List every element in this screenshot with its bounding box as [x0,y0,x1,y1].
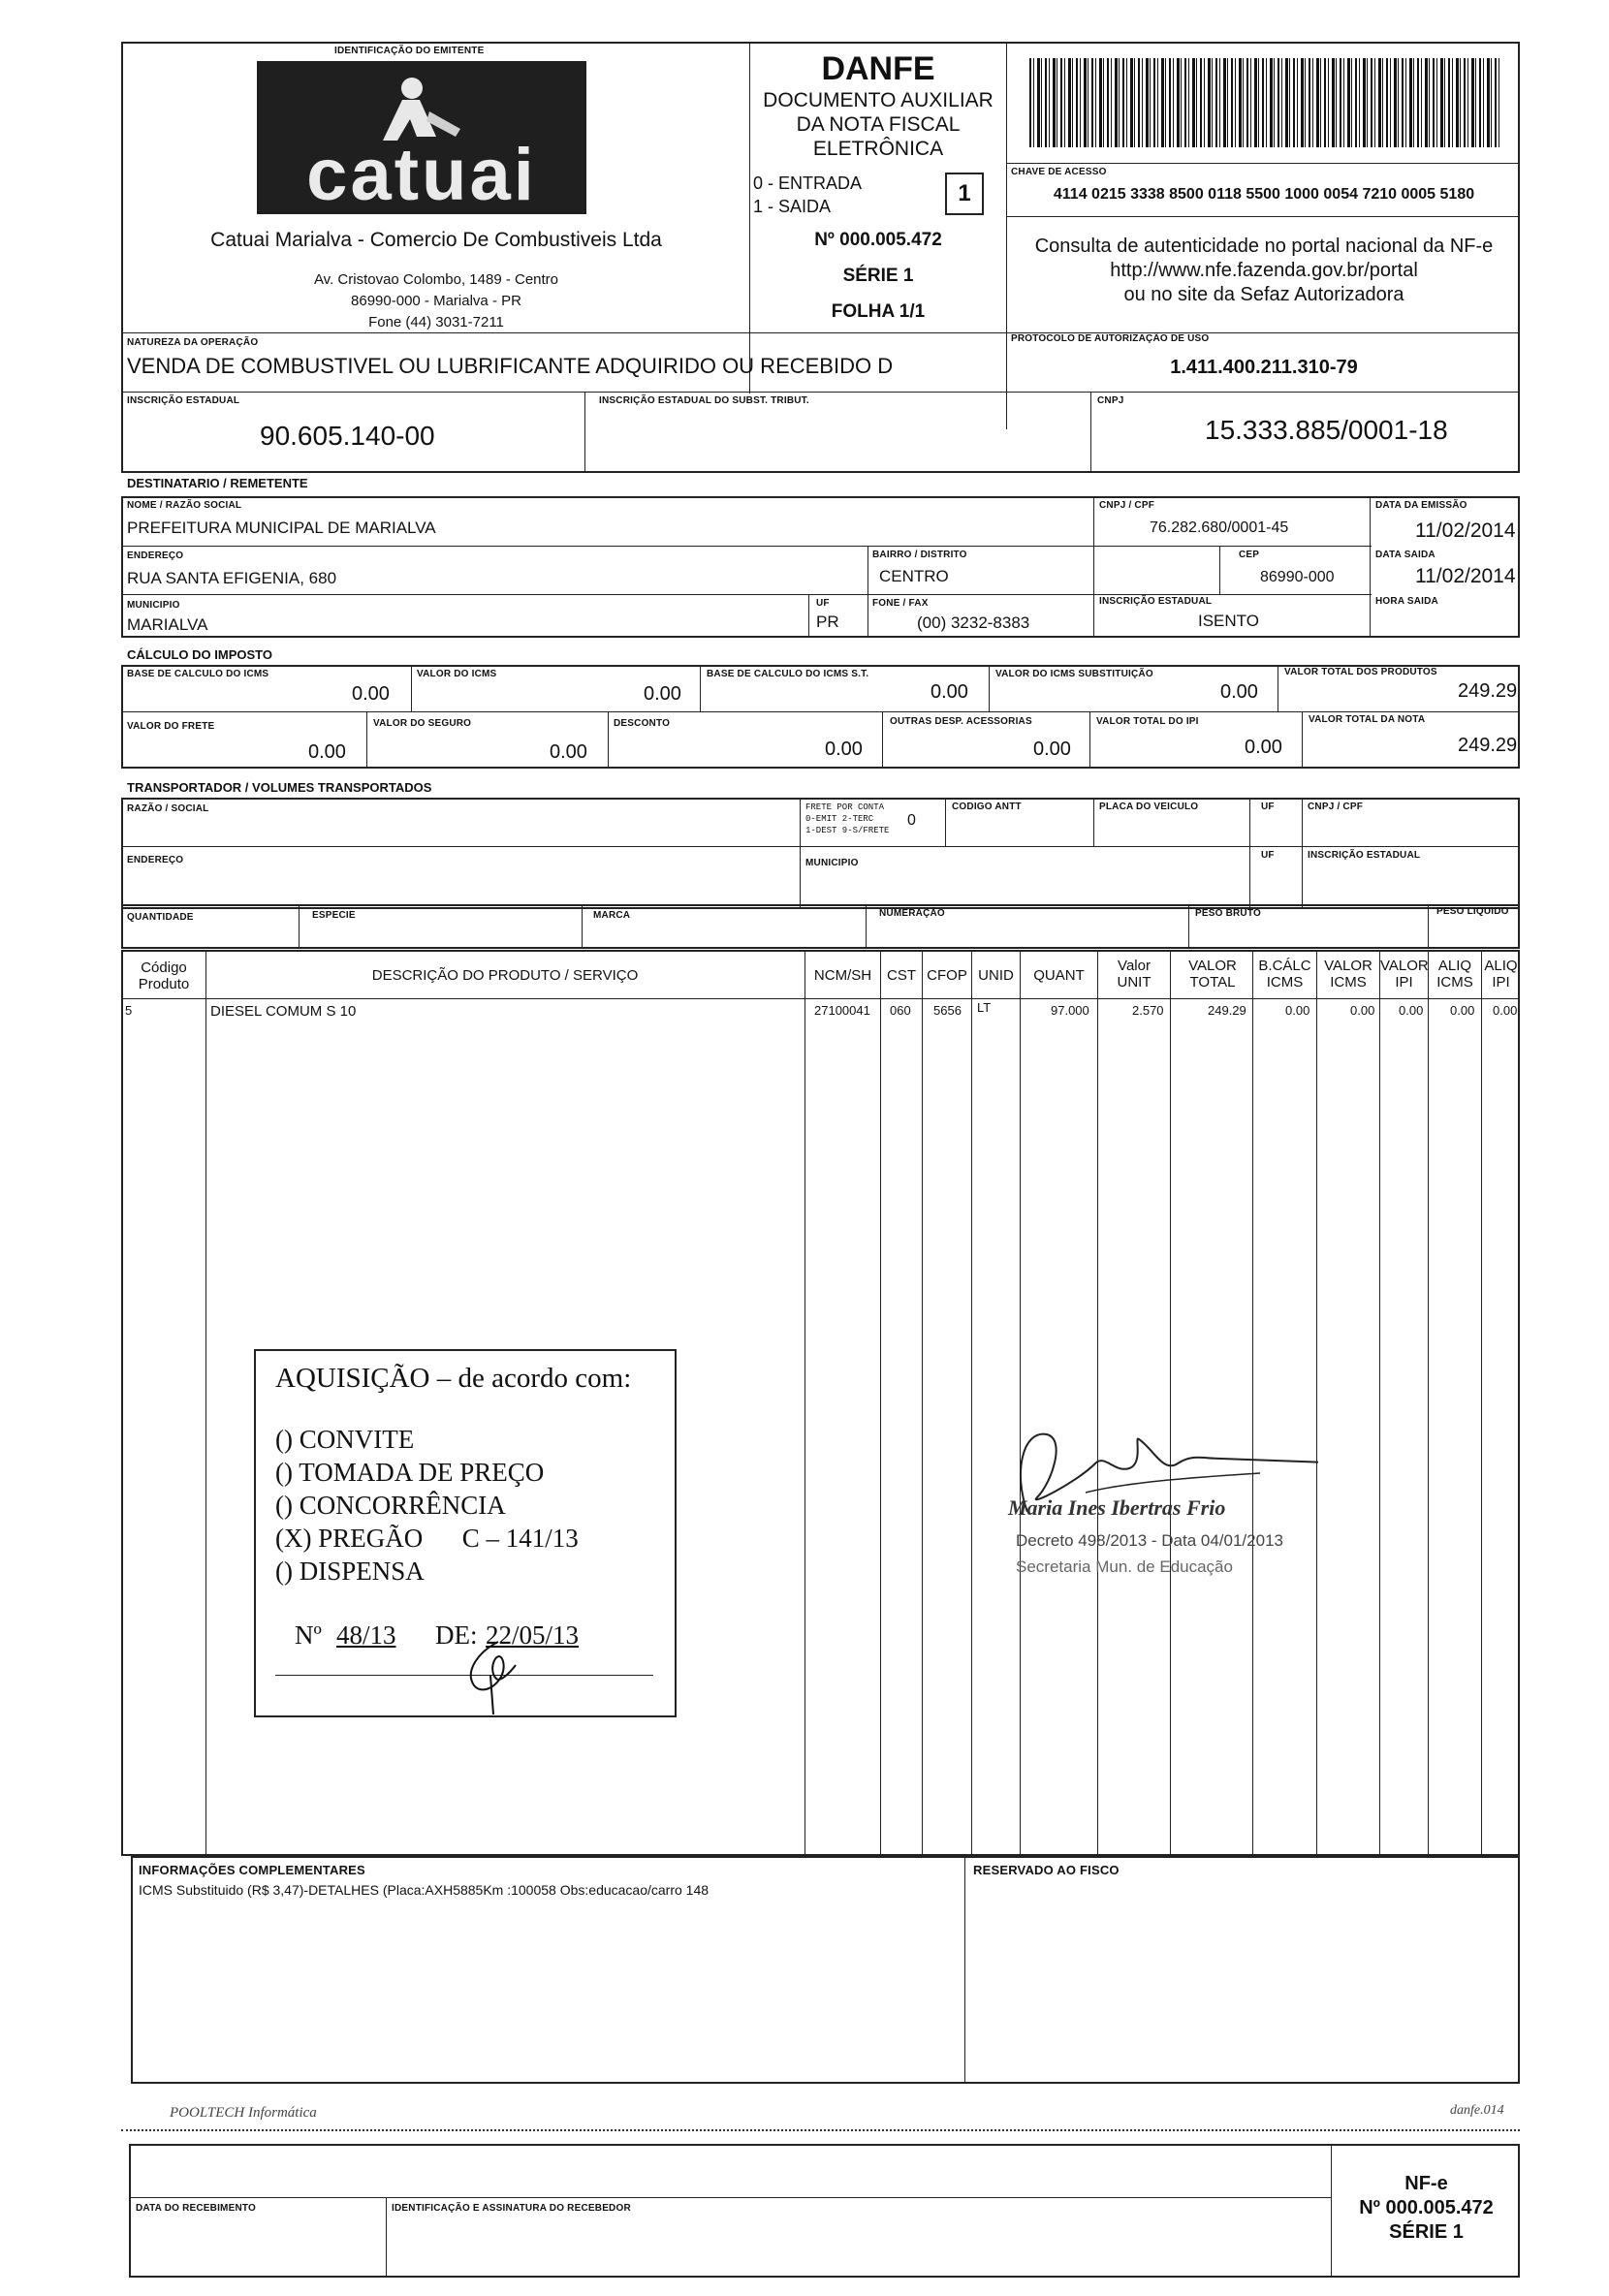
chave-label: CHAVE DE ACESSO [1011,167,1107,177]
col-ncm: NCM/SH [813,967,872,984]
stamp-pregao: (X) PREGÃO C – 141/13 [275,1524,579,1553]
dest-municipio: MARIALVA [127,615,208,634]
form-code: danfe.014 [1450,2103,1504,2118]
row-cfop: 5656 [933,1003,962,1018]
recibo-nfe: NF-e [1404,2173,1448,2194]
row-valor-total: 249.29 [1208,1003,1246,1018]
row-aliq-icms: 0.00 [1450,1003,1475,1018]
dest-nome: PREFEITURA MUNICIPAL DE MARIALVA [127,519,436,537]
danfe-tipo-box [945,173,984,215]
emitter-phone: Fone (44) 3031-7211 [368,314,504,330]
dest-fone-label: FONE / FAX [872,598,929,609]
protocolo-label: PROTOCOLO DE AUTORIZAÇÃO DE USO [1011,333,1210,344]
peso-bruto-label: PESO BRUTO [1195,908,1261,919]
stamp-num-prefix: Nº [295,1620,322,1650]
initials-signature [440,1622,537,1719]
recibo-numero: Nº 000.005.472 [1359,2197,1494,2218]
frete: 0.00 [308,741,346,763]
destinatario-section: DESTINATARIO / REMETENTE [127,476,308,490]
icms-st: 0.00 [1220,681,1258,703]
numeracao-label: NUMERAÇÃO [879,908,945,919]
col-valor-total: VALOR TOTAL [1188,958,1237,991]
stamp-data: 22/05/13 [486,1620,580,1650]
stamp-dispensa: () DISPENSA [275,1557,425,1586]
ipi: 0.00 [1245,737,1282,758]
icms-label: VALOR DO ICMS [417,669,497,679]
danfe-subtitle-3: ELETRÔNICA [812,138,944,160]
dest-cnpj: 76.282.680/0001-45 [1150,519,1289,536]
ie-st-label: INSCRIÇÃO ESTADUAL DO SUBST. TRIBUT. [599,395,809,406]
stamp-num: 48/13 [336,1620,396,1650]
transp-endereco-label: ENDEREÇO [127,855,184,865]
ie-label: INSCRIÇÃO ESTADUAL [127,395,240,406]
marca-label: MARCA [593,910,631,921]
especie-label: ESPECIE [312,910,356,921]
total-prod-label: VALOR TOTAL DOS PRODUTOS [1284,667,1437,677]
col-quant: QUANT [1033,967,1085,984]
row-descricao: DIESEL COMUM S 10 [210,1003,357,1020]
barcode [1029,58,1499,147]
dest-emissao: 11/02/2014 [1415,519,1516,542]
row-aliq-ipi: 0.00 [1493,1003,1518,1018]
col-aliq-icms: ALIQ ICMS [1436,958,1473,991]
dest-bairro-label: BAIRRO / DISTRITO [872,550,967,560]
transp-uf2-label: UF [1261,850,1275,861]
dest-cep: 86990-000 [1260,569,1335,585]
emitter-address: Av. Cristovao Colombo, 1489 - Centro [313,271,559,288]
signature-secretaria: Secretaria Mun. de Educação [1016,1557,1233,1576]
dest-municipio-label: MUNICIPIO [127,600,180,611]
recibo-serie: SÉRIE 1 [1389,2221,1464,2243]
danfe-folha: FOLHA 1/1 [831,301,926,322]
stamp-tomada: () TOMADA DE PREÇO [275,1458,545,1487]
dest-uf: PR [816,613,839,631]
col-valor-unit: Valor UNIT [1117,958,1152,991]
row-unid: LT [977,1000,992,1015]
dest-endereco: RUA SANTA EFIGENIA, 680 [127,569,337,587]
transp-razao-label: RAZÃO / SOCIAL [127,803,209,814]
signature-decreto: Decreto 498/2013 - Data 04/01/2013 [1016,1531,1283,1550]
stamp-concorrencia: () CONCORRÊNCIA [275,1491,506,1520]
bc-icms: 0.00 [352,683,390,705]
software-credit: POOLTECH Informática [170,2105,317,2121]
stamp-title: AQUISIÇÃO – de acordo com: [275,1363,632,1394]
danfe-title: DANFE [821,50,935,87]
danfe-numero: Nº 000.005.472 [814,230,942,250]
handwritten-signature [969,1405,1318,1551]
dest-bairro: CENTRO [879,567,949,585]
frete-conta-1: FRETE POR CONTA [805,802,885,812]
row-cst: 060 [890,1003,911,1018]
dest-ie: ISENTO [1198,612,1259,630]
col-cfop: CFOP [927,967,967,984]
qtd-label: QUANTIDADE [127,912,194,923]
row-valor-ipi: 0.00 [1399,1003,1424,1018]
danfe-tipo: 1 [958,180,971,206]
dest-saida: 11/02/2014 [1415,565,1516,587]
cut-line [121,2129,1520,2131]
seguro-label: VALOR DO SEGURO [373,718,472,729]
danfe-subtitle-1: DOCUMENTO AUXILIAR [763,89,994,111]
stamp-convite: () CONVITE [275,1425,415,1454]
col-descricao: DESCRIÇÃO DO PRODUTO / SERVIÇO [371,967,639,984]
icms-st-label: VALOR DO ICMS SUBSTITUIÇÃO [995,669,1153,679]
cnpj-emitter-label: CNPJ [1097,395,1124,406]
frete-conta-value: 0 [907,812,916,829]
row-quant: 97.000 [1051,1003,1089,1018]
row-valor-unit: 2.570 [1132,1003,1164,1018]
transp-ie-label: INSCRIÇÃO ESTADUAL [1308,850,1421,861]
consulta-line-2[interactable]: http://www.nfe.fazenda.gov.br/portal [1110,260,1418,281]
transp-municipio-label: MUNICIPIO [805,858,859,868]
row-ncm: 27100041 [814,1003,870,1018]
frete-conta-3: 1-DEST 9-S/FRETE [805,826,890,835]
seguro: 0.00 [550,741,587,763]
row-codigo: 5 [125,1003,133,1018]
cnpj-emitter-value: 15.333.885/0001-18 [1205,415,1448,445]
desconto-label: DESCONTO [614,718,671,729]
total-prod: 249.29 [1458,680,1518,702]
recibo-ident-label: IDENTIFICAÇÃO E ASSINATURA DO RECEBEDOR [392,2203,631,2214]
col-valor-icms: VALOR ICMS [1324,958,1372,991]
danfe-subtitle-2: DA NOTA FISCAL [796,113,961,136]
icms: 0.00 [644,683,681,705]
dest-fone: (00) 3232-8383 [917,613,1030,632]
dest-saida-label: DATA SAIDA [1375,550,1435,560]
row-bc-icms: 0.00 [1285,1003,1310,1018]
row-valor-icms: 0.00 [1350,1003,1375,1018]
frete-conta-2: 0-EMIT 2-TERC [805,814,874,824]
bc-st: 0.00 [931,681,968,703]
consulta-line-1: Consulta de autenticidade no portal nacional da NF-e [1034,236,1494,257]
danfe-serie: SÉRIE 1 [842,266,914,286]
transp-cnpj-label: CNPJ / CPF [1308,802,1364,812]
info-label: INFORMAÇÕES COMPLEMENTARES [139,1863,365,1877]
fisco-label: RESERVADO AO FISCO [973,1863,1120,1877]
outras: 0.00 [1033,739,1071,760]
total-nota: 249.29 [1458,735,1518,756]
dest-ie-label: INSCRIÇÃO ESTADUAL [1099,596,1213,607]
dest-endereco-label: ENDEREÇO [127,550,184,561]
recibo-data-label: DATA DO RECEBIMENTO [136,2203,256,2214]
ipi-label: VALOR TOTAL DO IPI [1096,716,1199,727]
protocolo-value: 1.411.400.211.310-79 [1170,357,1358,378]
desconto: 0.00 [825,739,863,760]
transp-uf-label: UF [1261,802,1275,812]
imposto-section: CÁLCULO DO IMPOSTO [127,647,272,662]
emitter-section-label: IDENTIFICAÇÃO DO EMITENTE [334,46,485,56]
col-valor-ipi: VALOR IPI [1380,958,1429,991]
bc-icms-label: BASE DE CALCULO DO ICMS [127,669,269,679]
col-bc-icms: B.CÁLC ICMS [1258,958,1311,991]
danfe-entrada: 0 - ENTRADA [753,173,863,193]
dest-hora-label: HORA SAIDA [1375,596,1438,607]
col-unid: UNID [978,967,1014,984]
placa-label: PLACA DO VEICULO [1099,802,1199,812]
info-text: ICMS Substituido (R$ 3,47)-DETALHES (Placa:AXH5885Km :100058 Obs:educacao/carro 148 [139,1882,710,1898]
stamp-de-prefix: DE: [435,1620,478,1650]
col-cst: CST [887,967,916,984]
dest-cep-label: CEP [1239,550,1260,560]
catuai-logo: catuai [257,61,586,214]
recibo-frame [129,2144,1520,2278]
dest-emissao-label: DATA DA EMISSÃO [1375,500,1467,511]
signature-name: Maria Ines Ibertras Frio [1008,1495,1226,1520]
danfe-saida: 1 - SAIDA [753,197,832,216]
bc-st-label: BASE DE CALCULO DO ICMS S.T. [707,669,869,679]
outras-label: OUTRAS DESP. ACESSORIAS [890,716,1032,727]
natureza-value: VENDA DE COMBUSTIVEL OU LUBRIFICANTE ADQUIRIDO OU RECEBIDO D [127,354,894,378]
aquisicao-stamp [254,1349,677,1717]
consulta-line-3: ou no site da Sefaz Autorizadora [1123,284,1404,305]
chave-value: 4114 0215 3338 8500 0118 5500 1000 0054 7210 0005 5180 [1053,186,1475,203]
col-codigo: Código Produto [138,959,190,992]
natureza-label: NATUREZA DA OPERAÇÃO [127,337,259,348]
emitter-name: Catuai Marialva - Comercio De Combustiveis Ltda [210,229,662,251]
transportador-section: TRANSPORTADOR / VOLUMES TRANSPORTADOS [127,780,432,795]
total-nota-label: VALOR TOTAL DA NOTA [1309,714,1426,725]
ie-value: 90.605.140-00 [260,421,435,451]
emitter-cep-city: 86990-000 - Marialva - PR [351,293,521,309]
dest-cnpj-label: CNPJ / CPF [1099,500,1155,511]
antt-label: CODIGO ANTT [952,802,1022,812]
dest-nome-label: NOME / RAZÃO SOCIAL [127,500,242,511]
frete-label: VALOR DO FRETE [127,721,215,732]
peso-liq-label: PESO LIQUIDO [1436,906,1509,917]
dest-uf-label: UF [816,598,830,609]
col-aliq-ipi: ALIQ IPI [1484,958,1518,991]
